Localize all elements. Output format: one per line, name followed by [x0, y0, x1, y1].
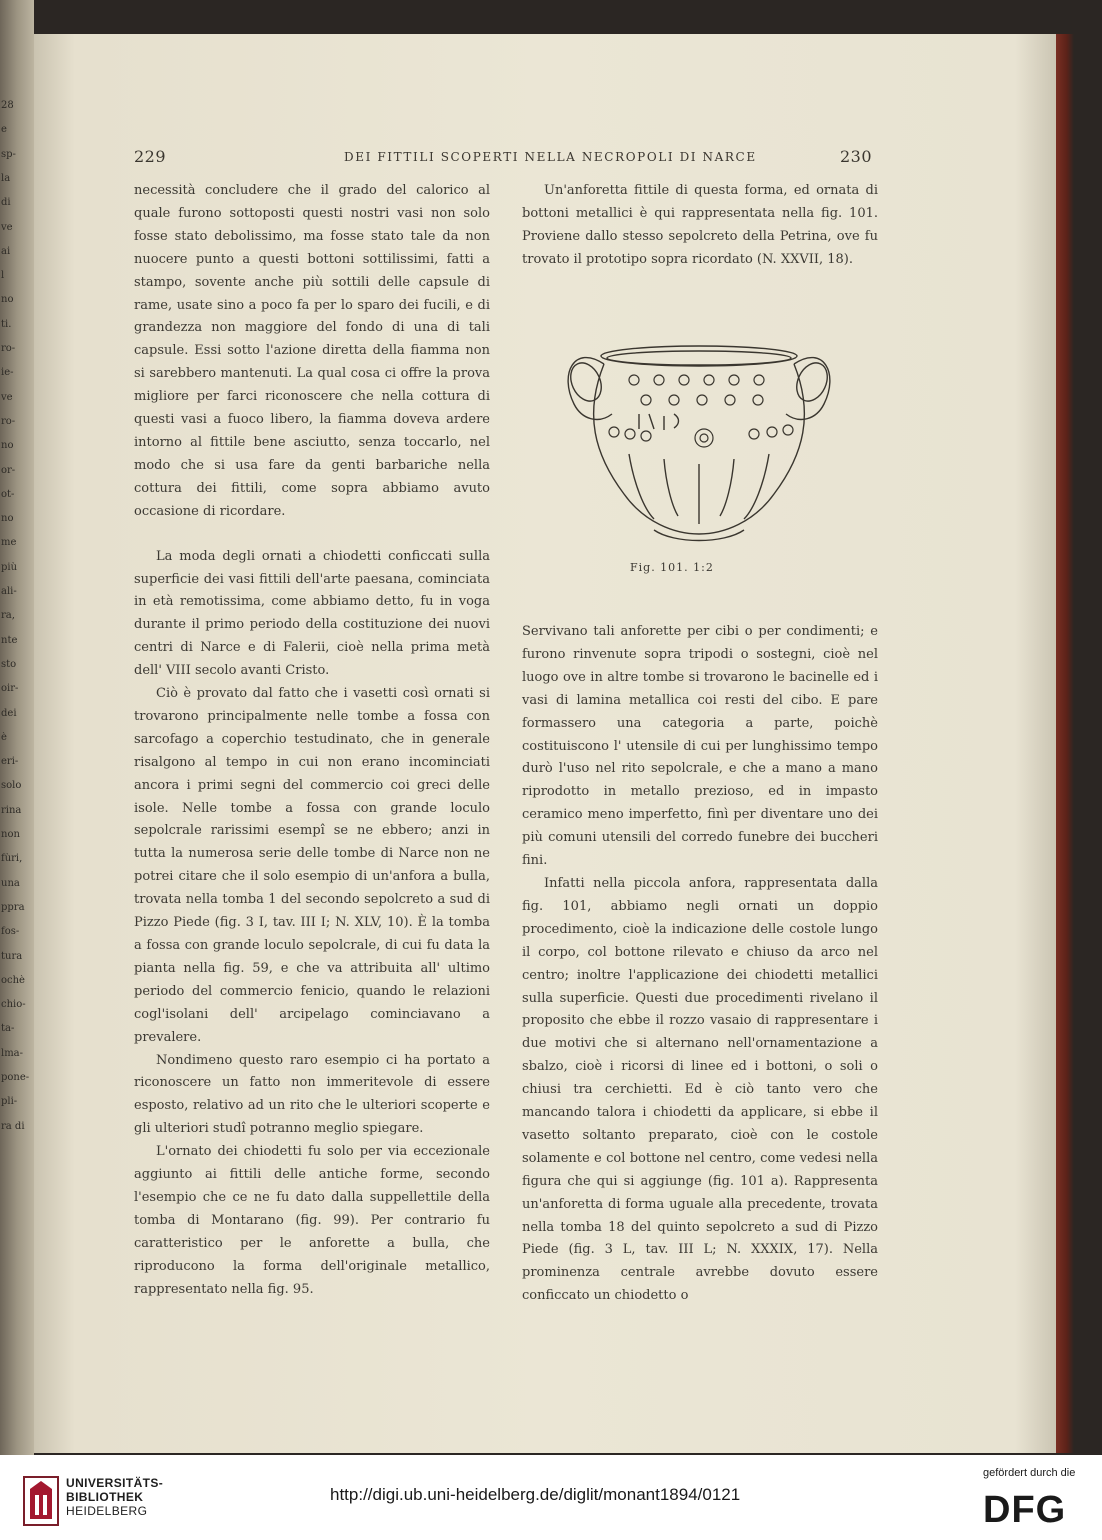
margin-fragment: dei: [1, 707, 17, 719]
dfg-logo: DFG: [983, 1489, 1067, 1531]
running-head: [34, 147, 1056, 171]
university-library-logo-icon: [22, 1475, 60, 1527]
sponsor-text: gefördert durch die: [983, 1467, 1076, 1479]
margin-fragment: sto: [1, 658, 17, 670]
margin-fragment: oir-: [1, 683, 19, 695]
margin-fragment: lma-: [1, 1047, 24, 1059]
margin-fragment: più: [1, 561, 18, 573]
left-paragraph-4: Nondimeno questo raro esempio ci ha portato a riconoscere un fatto non immeritevole di essere esposto, relativo ad un rito che le ulteriori scoperte e gli ulteriori studî potranno meglio spiegare.: [134, 1052, 490, 1137]
left-paragraph-1: necessità concludere che il grado del calorico al quale furono sottoposti questi nostri vasi non solo fosse stato debolissimo, ma fosse stato tale da non nuocere punto a questi bottoni sottilissimi, fatti a stampo, sovente anche più sottili delle capsule di rame, usate sino a poco fa per lo sparo dei fucili, e di grandezza non maggiore del fondo di una di tali capsule. Essi sotto l'azione diretta della fiamma non si sarebbero mantenuti. La qual cosa ci offre la prova migliore per farci riconoscere che nella cottura di questi vasi a fuoco libero, la fiamma doveva ardere intorno al fittile bene asciutto, senza toccarlo, nel modo che si usa fare da genti barbariche nella cottura dei fittili, come sopra abbiamo avuto occasione di ricordare.: [134, 183, 490, 519]
margin-fragment: ot-: [1, 488, 15, 500]
book-spine: [0, 0, 34, 1455]
margin-fragment: ve: [1, 391, 13, 403]
margin-fragment: l: [1, 270, 5, 282]
right-paragraph-3: Infatti nella piccola anfora, rappresentata dalla fig. 101, abbiamo negli ornati un doppio procedimento, cioè la indicazione delle costole lungo il corpo, col bottone rilevato e chiuso da arco nel centro; inoltre l'applicazione dei chiodetti metallici sulla superficie. Questi due procedimenti rivelano il proposito che ebbe il rozzo vasaio di rappresentare i due motivi che si alternano nell'ornamentazione a sbalzo, cioè i ricorsi di linee ed i bottoni, o soli o chiusi tra cerchietti. Ed è ciò tanto vero che mancando talora i chiodetti da applicare, si ebbe il vasetto soltanto preparato, cioè con le costole solamente e col bottone nel centro, come vedesi nella figura che qui si aggiunge (fig. 101 a). Rappresenta un'anforetta di forma uguale alla precedente, trovata nella tomba 18 del quinto sepolcreto a sud di Pizzo Piede (fig. 3 L, tav. III L; N. XXXIX, 17). Nella prominenza centrale avrebbe dovuto essere conficcato un chiodetto o: [522, 875, 878, 1304]
margin-fragment: fos-: [1, 926, 20, 938]
margin-fragment: sp-: [1, 148, 16, 160]
margin-fragment: ochè: [1, 974, 25, 986]
margin-fragment: nte: [1, 634, 18, 646]
library-name: UNIVERSITÄTS- BIBLIOTHEK HEIDELBERG: [66, 1476, 164, 1518]
margin-fragment: eri-: [1, 756, 19, 768]
margin-fragment: chio-: [1, 999, 26, 1011]
margin-fragment: pone-: [1, 1072, 30, 1083]
margin-fragment: ai: [1, 245, 11, 257]
left-page-number: 229: [134, 147, 167, 166]
margin-fragment: or-: [1, 464, 16, 476]
margin-fragment: tura: [1, 950, 23, 962]
margin-fragment: rina: [1, 804, 22, 816]
margin-fragment: pli-: [1, 1096, 18, 1108]
margin-fragment: no: [1, 294, 14, 306]
margin-fragment: ta-: [1, 1023, 15, 1035]
margin-fragment: no: [1, 440, 14, 452]
margin-fragment: e: [1, 124, 7, 136]
margin-fragment: solo: [1, 780, 22, 792]
margin-fragment: una: [1, 877, 20, 889]
margin-fragment: ppra: [1, 901, 25, 913]
right-paragraph-2: Servivano tali anforette per cibi o per condimenti; e furono rinvenute sopra tripodi o sostegni, cioè nel luogo ove in altre tombe si trovarono le bacinelle ed i vasi di lamina metallica coi resti del cibo. E pare formassero una categoria a parte, poichè costituiscono l' utensile di cui per lunghissimo tempo durò l'uso nel rito sepolcrale, e che a mano a mano riprodotto in metallo prezioso, ed in impasto ceramico meno imperfetto, finì per diventare uno dei più comuni utensili del corredo funebre dei buccheri fini.: [522, 624, 878, 869]
margin-fragment: ra di: [1, 1120, 25, 1132]
left-paragraph-3: Ciò è provato dal fatto che i vasetti così ornati si trovarono principalmente nelle tombe a fossa con sarcofago a coperchio testudinato, che in generale risalgono al tempo in cui non erano incominciati ancora i primi segni del commercio coi greci delle isole. Nelle tombe a fossa con grande loculo sepolcrale rarissimi esempî se ne ebbero; anzi in tutta la numerosa serie delle tombe di Narce non ne potrei citare che il solo esempio di un'anfora a bulla, trovata nella tomba 1 del secondo sepolcreto a sud di Pizzo Piede (fig. 3 I, tav. III I; N. XLV, 10). È la tomba a fossa con grande loculo sepolcrale, di cui fu data la pianta nella fig. 59, e che va attribuita all' ultimo periodo del commercio fenicio, quando le relazioni cogl'isolani dell' arcipelago cominciavano a prevalere.: [134, 686, 490, 1045]
amphora-drawing: [554, 334, 844, 552]
margin-fragment: ti.: [1, 318, 12, 330]
left-paragraph-5: L'ornato dei chiodetti fu solo per via eccezionale aggiunto ai fittili delle antiche forme, secondo l'esempio che ce ne fu dato dalla suppellettile della tomba di Montarano (fig. 99). Per contrario fu caratteristico per le anforette a bulla, che riproducono la forma dell'originale metallico, rappresentato nella fig. 95.: [134, 1144, 490, 1297]
margin-fragment: fùri,: [1, 853, 23, 865]
amphora-illustration: [554, 334, 844, 552]
margin-fragment: ie-: [1, 367, 14, 379]
permalink-url[interactable]: http://digi.ub.uni-heidelberg.de/diglit/monant1894/0121: [330, 1485, 741, 1504]
page-edge: [1056, 34, 1074, 1453]
margin-fragment: no: [1, 513, 14, 525]
margin-fragment: ali-: [1, 586, 17, 597]
right-column-top: [522, 180, 878, 272]
running-head-title: DEI FITTILI SCOPERTI NELLA NECROPOLI DI NARCE: [344, 150, 757, 164]
left-paragraph-2: La moda degli ornati a chiodetti conficcati sulla superficie dei vasi fittili dell'arte paesana, cominciata in età remotissima, come abbiamo detto, fu in voga durante il primo periodo della costituzione dei nuovi centri di Narce e di Falerii, cioè nella prima metà dell' VIII secolo avanti Cristo.: [134, 548, 490, 679]
right-paragraph-1: Un'anforetta fittile di questa forma, ed ornata di bottoni metallici è qui rappresentata nella fig. 101. Proviene dallo stesso sepolcreto della Petrina, ove fu trovato il prototipo sopra ricordato (N. XXVII, 18).: [522, 183, 878, 267]
book-page: [34, 34, 1056, 1453]
left-column: [134, 180, 490, 1302]
margin-fragment: non: [1, 829, 20, 840]
margin-fragment: ro-: [1, 415, 16, 427]
figure-caption: Fig. 101. 1:2: [630, 561, 714, 574]
margin-fragment: è: [1, 731, 7, 743]
margin-fragment: me: [1, 537, 17, 549]
margin-fragment: di: [1, 197, 11, 209]
margin-fragment: la: [1, 172, 11, 184]
right-column-bottom: [522, 621, 878, 1308]
margin-fragment: ro-: [1, 343, 16, 354]
margin-fragment: ra,: [1, 610, 15, 622]
footer: [0, 1455, 1102, 1540]
margin-fragment: 28: [1, 100, 14, 111]
right-page-number: 230: [840, 147, 873, 166]
margin-fragment: ve: [1, 221, 13, 233]
